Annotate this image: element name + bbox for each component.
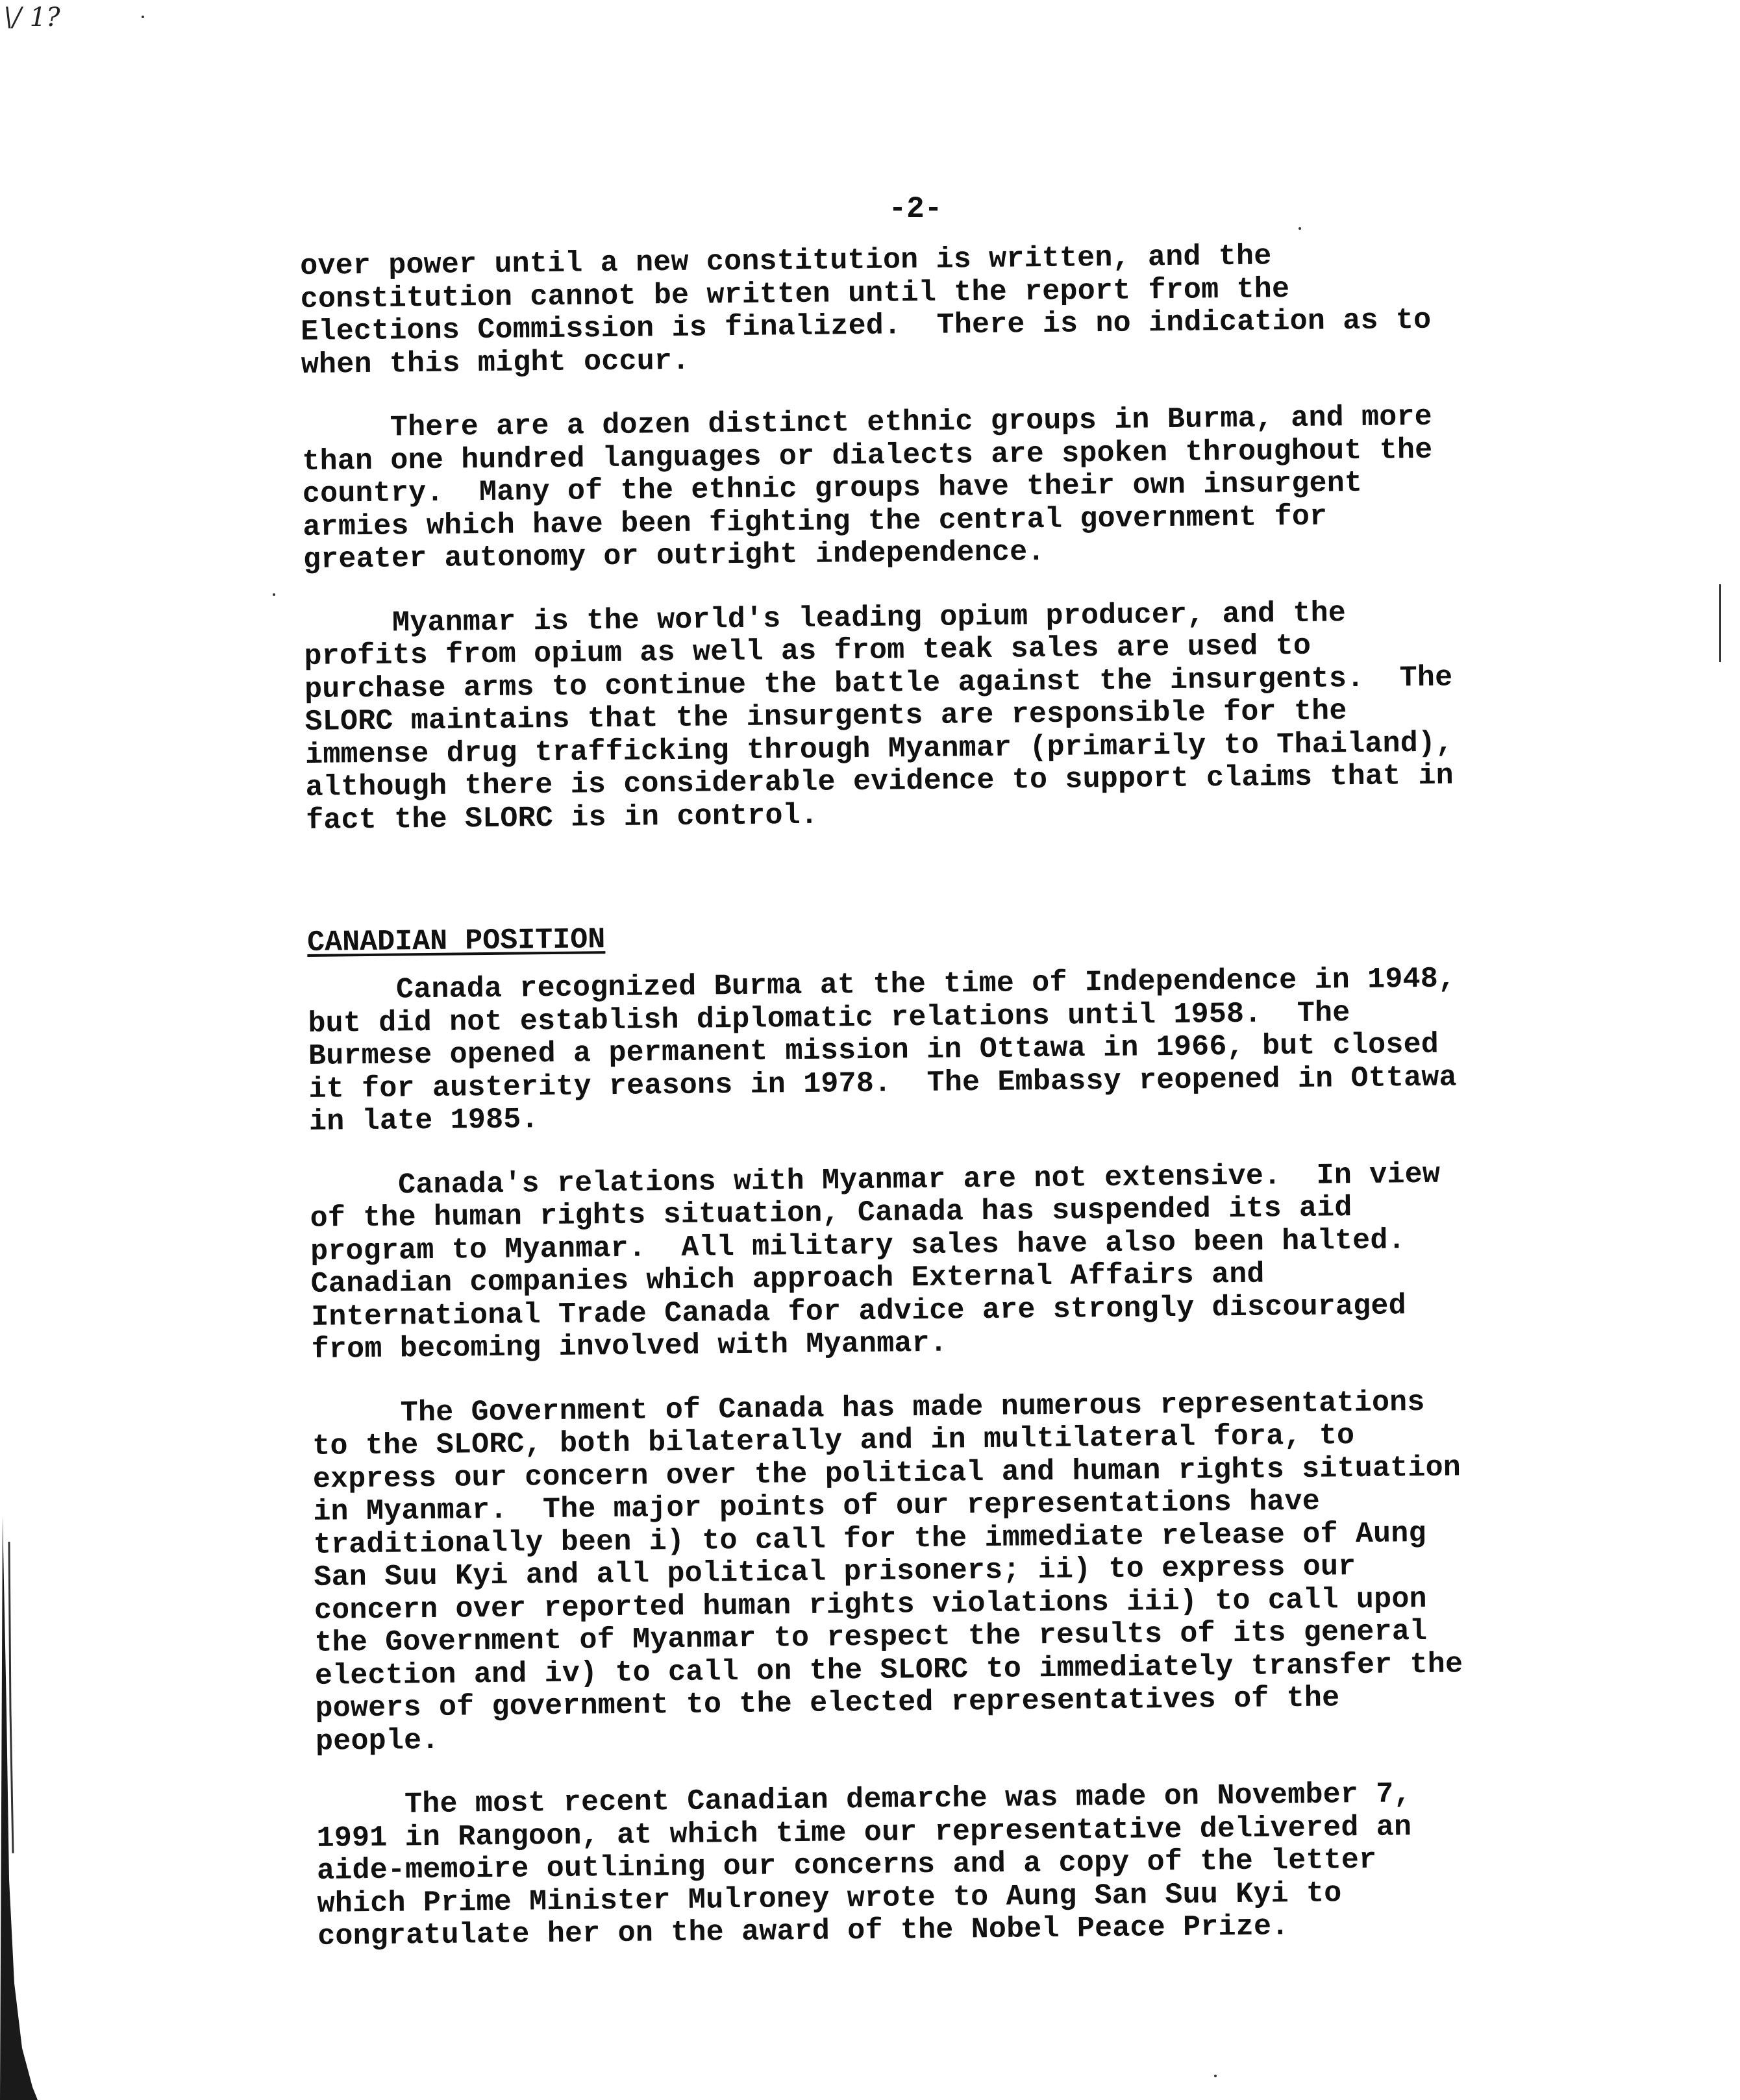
- paragraph-relations: Canada's relations with Myanmar are not extensive. In view of the human rights situation, Canada has suspended its aid program to Myanmar. All military sales have also been halted. Canadian companies which approach External Affairs and International Trade Canada for advice are strongly discouraged from becoming involved with Myanmar.: [309, 1157, 1441, 1366]
- paragraph-recognition: Canada recognized Burma at the time of Independence in 1948, but did not establish diplomatic relations until 1958. The Burmese opened a permanent mission in Ottawa in 1966, but closed it for austerity reasons in 1978. The Embassy reopened in Ottawa in late 1985.: [307, 962, 1457, 1139]
- scan-speck: [273, 593, 275, 596]
- scan-speck: [1719, 584, 1721, 662]
- paragraph-representations: The Government of Canada has made numerous representations to the SLORC, both bilaterally and in multilateral fora, to express our concern over the political and human rights situation in Myanmar. The major points of our representations have traditionally been i) to call for the immediate release of Aung San Suu Kyi and all political prisoners; ii) to express our concern over reported human rights violations iii) to call upon the Government of Myanmar to respect the results of its general election and iv) to call on the SLORC to immediately transfer the powers of government to the elected representatives of the people.: [312, 1385, 1463, 1759]
- section-heading: CANADIAN POSITION: [306, 923, 606, 959]
- page-number: -2-: [888, 192, 943, 226]
- scan-edge-artifact: [0, 1516, 39, 2100]
- handwritten-corner-mark: \/ 1?: [4, 3, 60, 32]
- scan-speck: [142, 16, 144, 18]
- scan-speck: [1299, 227, 1301, 230]
- paragraph-ethnic-groups: There are a dozen distinct ethnic groups in Burma, and more than one hundred languages or dialects are spoken throughout the country. Many of the ethnic groups have their own insurgent armies which have been fighting the central government for greater autonomy or outright independence.: [301, 400, 1433, 576]
- paragraph-constitution: over power until a new constitution is written, and the constitution cannot be written until the report from the Elections Commission is finalized. There is no indication as to when this might occur.: [299, 240, 1432, 382]
- paragraph-opium: Myanmar is the world's leading opium producer, and the profits from opium as well as from teak sales are used to purchase arms to continue the battle against the insurgents. The SLORC maintains that the insurgents are responsible for the immense drug trafficking through Myanmar (primarily to Thailand), although there is considerable evidence to support claims that in fact the SLORC is in control.: [303, 596, 1454, 837]
- paragraph-demarche: The most recent Canadian demarche was made on November 7, 1991 in Rangoon, at which time our representative delivered an aide-memoire outlining our concerns and a copy of the letter which Prime Minister Mulroney wrote to Aung San Suu Kyi to congratulate her on the award of the Nobel Peace Prize.: [316, 1777, 1412, 1953]
- document-body: [300, 237, 1610, 1953]
- scan-speck: [1214, 2075, 1217, 2077]
